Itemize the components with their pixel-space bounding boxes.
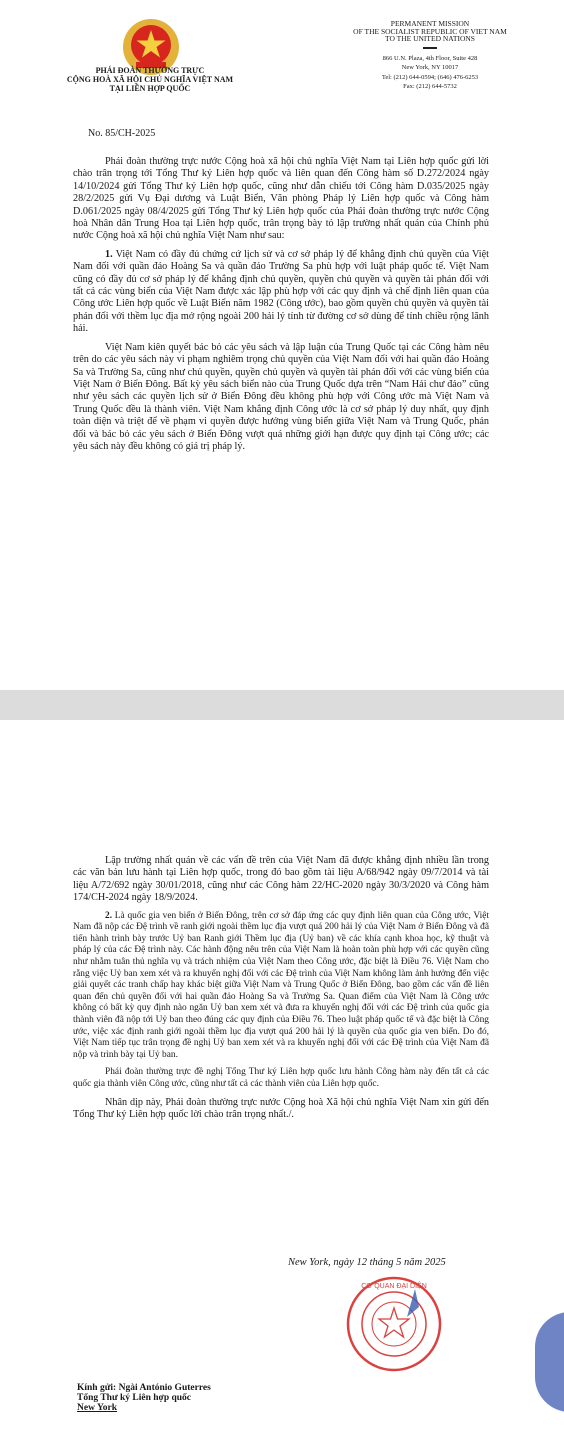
section-number: 2. (105, 910, 113, 921)
official-seal-icon (345, 1275, 443, 1373)
header-right-line: TO THE UNITED NATIONS (385, 34, 475, 43)
phone-line: Tel: (212) 644-0594; (646) 476-6253 (381, 73, 479, 81)
paragraph: Phái đoàn thường trực nước Cộng hoà xã hội chủ nghĩa Việt Nam tại Liên hợp quốc gửi lời chào trân trọng tới Tổng Thư ký Liên hợp quốc và liên quan đến Công hàm số D.272/2024 ngày 14/10/2024 gửi Tổng Thư ký Liên hợp quốc, cũng như dẫn chiếu tới Công hàm D.035/2025 ngày 28/2/2025 gửi Vụ Đại dương và Luật Biển, Văn phòng Pháp lý Liên hợp quốc và Công hàm D.061/2025 ngày 08/4/2025 gửi Tổng Thư ký Liên hợp quốc của Phái đoàn thường trực nước Cộng hoà Nhân dân Trung Hoa tại Liên hợp quốc, trân trọng bày tỏ lập trường nhất quán của Chính phủ nước Cộng hoà xã hội chủ nghĩa Việt Nam như sau: (73, 156, 489, 242)
recipient-block (77, 1383, 211, 1413)
header-right-line: PERMANENT MISSION (390, 19, 470, 28)
letter-body-page-2 (73, 855, 489, 1127)
address-line: New York, NY 10017 (401, 64, 459, 71)
recipient-city: New York (77, 1403, 118, 1413)
recipient-title: Tổng Thư ký Liên hợp quốc (77, 1393, 192, 1403)
paragraph-text: Việt Nam có đầy đủ chứng cứ lịch sử và cơ sở pháp lý để khẳng định chủ quyền của Việt Nam đối với quần đảo Hoàng Sa và quần đảo Trường Sa phù hợp với luật pháp quốc tế. Việt Nam cũng có đầy đủ cơ sở pháp lý để khẳng định chủ quyền, quyền chủ quyền và quyền tài phán đối với tất cả các vùng biển của Việt Nam được xác lập phù hợp với các quy định và chế định liên quan của Công ước Liên hợp quốc về Luật Biển năm 1982 (Công ước), bao gồm quyền chủ quyền và quyền tài phán đối với thềm lục địa mở rộng ngoài 200 hải lý tính từ đường cơ sở dùng để tính chiều rộng lãnh hải. (73, 248, 489, 335)
paragraph (73, 911, 489, 1062)
header-right-line: OF THE SOCIALIST REPUBLIC OF VIET NAM (353, 26, 507, 36)
address-line: 866 U.N. Plaza, 4th Floor, Suite 428 (382, 54, 478, 62)
seal-text: CƠ QUAN ĐẠI DIỆN (361, 1283, 427, 1290)
mission-name-english (315, 20, 545, 91)
recipient-name: Kính gửi: Ngài António Guterres (77, 1383, 211, 1393)
fax-line: Fax: (212) 644-5732 (403, 83, 457, 90)
paragraph: Nhân dịp này, Phái đoàn thường trực nước Cộng hoà Xã hội chủ nghĩa Việt Nam xin gửi đến Tổng Thư ký Liên hợp quốc lời chào trân trọng nhất./. (73, 1096, 489, 1120)
paragraph: Lập trường nhất quán về các vấn đề trên của Việt Nam đã được khẳng định nhiều lần trong các văn bản lưu hành tại Liên hợp quốc, trong đó bao gồm tài liệu A/68/942 ngày 09/7/2014 và tài liệu A/72/692 ngày 30/01/2018, cũng như các Công hàm 22/HC-2020 ngày 30/3/2020 và Công hàm 174/CH-2024 ngày 18/9/2024. (73, 855, 489, 904)
header-left-line: CỘNG HOÀ XÃ HỘI CHỦ NGHĨA VIỆT NAM (66, 75, 234, 84)
letter-body-page-1 (73, 156, 489, 459)
paragraph (73, 249, 489, 336)
document-page-1 (0, 0, 564, 690)
header-divider (423, 47, 437, 49)
document-page-2 (0, 720, 564, 1435)
section-number: 1. (105, 248, 113, 260)
mission-name-vietnamese (50, 66, 250, 93)
letter-date: New York, ngày 12 tháng 5 năm 2025 (288, 1257, 446, 1268)
reference-number: No. 85/CH-2025 (88, 128, 156, 139)
paragraph: Phái đoàn thường trực đề nghị Tổng Thư ký Liên hợp quốc lưu hành Công hàm này đến tất cả các quốc gia thành viên Công ước, cũng như tất cả các thành viên của Liên hợp quốc. (73, 1067, 489, 1089)
paragraph-text: Là quốc gia ven biển ở Biển Đông, trên cơ sở đáp ứng các quy định liên quan của Công ước, Việt Nam đã nộp các Đệ trình về ranh giới ngoài thềm lục địa vượt quá 200 hải lý của Việt Nam ở Biển Đông và đã tiến hành trình bày trước Uỷ ban Ranh giới Thềm lục địa (Uỷ ban) về các khía cạnh khoa học, kỹ thuật và pháp lý của các Đệ trình này. Các hành động nêu trên của Việt Nam là hoàn toàn phù hợp với các quyền cũng như nhằm tuân thủ nghĩa vụ và trách nhiệm của Việt Nam theo Công ước, đặc biệt là Điều 76. Việt Nam cho rằng việc Uỷ ban xem xét và ra khuyến nghị đối với các Đệ trình của Việt Nam không làm ảnh hưởng đến việc giải quyết các tranh chấp hay khác biệt giữa Việt Nam và Trung Quốc ở Biển Đông, bao gồm các vấn đề liên quan đến chủ quyền đối với hai quần đảo Hoàng Sa và Trường Sa. Quan điểm của Việt Nam là Công ước không có bất kỳ quy định nào ngăn Uỷ ban xem xét và đưa ra khuyến nghị đối với các Đệ trình của quốc gia thành viên đã nộp tới Uỷ ban theo đúng các quy định của Điều 76. Theo luật pháp quốc tế và đặc biệt là Công ước, việc xác định ranh giới ngoài thềm lục địa vượt quá 200 hải lý là quyền của quốc gia ven biển. Do đó, Việt Nam tiếp tục trân trọng đề nghị Uỷ ban xem xét và ra khuyến nghị đối với các Đệ trình của Việt Nam đã nộp và trình bày tại Uỷ ban. (73, 910, 489, 1060)
header-left-line: PHÁI ĐOÀN THƯỜNG TRỰC (95, 66, 205, 75)
header-left-line: TẠI LIÊN HỢP QUỐC (109, 84, 191, 93)
paragraph: Việt Nam kiên quyết bác bỏ các yêu sách và lập luận của Trung Quốc tại các Công hàm nêu trên do các yêu sách này vi phạm nghiêm trọng chủ quyền của Việt Nam đối với hai quần đảo Hoàng Sa và Trường Sa, cũng như chủ quyền, quyền chủ quyền và quyền tài phán đối với các vùng biển của Việt Nam ở Biển Đông. Bất kỳ yêu sách biển nào của Trung Quốc dựa trên “Nam Hải chư đảo” cũng như yêu sách các quyền lịch sử ở Biển Đông đều không phù hợp với Công ước mà Việt Nam và Trung Quốc đều là thành viên. Việt Nam khẳng định Công ước là cơ sở pháp lý duy nhất, quy định toàn diện và triệt để về phạm vi quyền được hưởng vùng biển giữa Việt Nam và Trung Quốc, phản đối và bác bỏ các yêu sách ở Biển Đông vượt quá những giới hạn được quy định tại Công ước; các yêu sách này đều không có giá trị pháp lý. (73, 341, 489, 452)
